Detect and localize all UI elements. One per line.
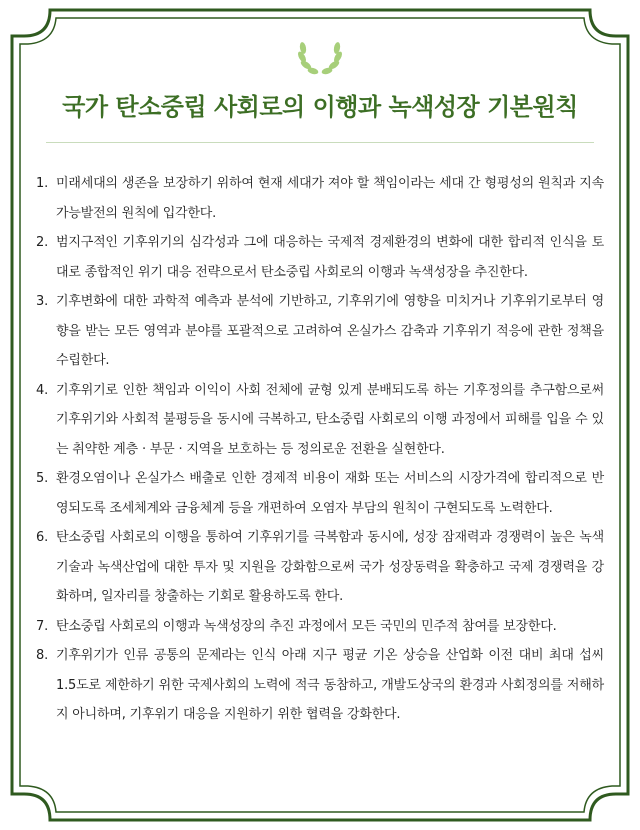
item-number: 1.	[36, 176, 49, 191]
item-text: 기후위기로 인한 책임과 이익이 사회 전체에 균형 있게 분배되도록 하는 기후정의를 추구함으로써 기후위기와 사회적 불평등을 동시에 극복하고, 탄소중립 사회로의 이행 과정에서 피해를 입을 수 있는 취약한 계층 · 부문 · 지역을 보호하는 등 정의로운 전환을 실현한다.	[56, 382, 604, 457]
item-number: 5.	[36, 471, 49, 486]
list-item	[36, 376, 604, 465]
list-item	[36, 641, 604, 730]
item-text: 미래세대의 생존을 보장하기 위하여 현재 세대가 져야 할 책임이라는 세대 간 형평성의 원칙과 지속가능발전의 원칙에 입각한다.	[56, 176, 604, 221]
principles-list	[36, 169, 604, 730]
document-content	[36, 40, 604, 730]
item-text: 탄소중립 사회로의 이행을 통하여 기후위기를 극복함과 동시에, 성장 잠재력과 경쟁력이 높은 녹색기술과 녹색산업에 대한 투자 및 지원을 강화함으로써 국가 성장동력을 확충하고 국제 경쟁력을 강화하며, 일자리를 창출하는 기회로 활용하도록 한다.	[56, 530, 604, 604]
list-item	[36, 228, 604, 287]
item-number: 6.	[36, 530, 49, 545]
page-title: 국가 탄소중립 사회로의 이행과 녹색성장 기본원칙	[62, 93, 578, 121]
item-number: 3.	[36, 294, 49, 309]
item-text: 기후위기가 인류 공통의 문제라는 인식 아래 지구 평균 기온 상승을 산업화 이전 대비 최대 섭씨 1.5도로 제한하기 위한 국제사회의 노력에 적극 동참하고, 개발도상국의 환경과 사회정의를 저해하지 아니하며, 기후위기 대응을 지원하기 위한 협력을 강화한다.	[56, 648, 604, 722]
item-number: 8.	[36, 648, 49, 663]
title-divider	[46, 142, 594, 143]
item-number: 4.	[36, 382, 49, 398]
item-number: 7.	[36, 618, 49, 634]
list-item	[36, 464, 604, 523]
item-text: 기후변화에 대한 과학적 예측과 분석에 기반하고, 기후위기에 영향을 미치거나 기후위기로부터 영향을 받는 모든 영역과 분야를 포괄적으로 고려하여 온실가스 감축과 기후위기 적응에 관한 정책을 수립한다.	[56, 294, 604, 368]
laurel-wreath-icon	[293, 40, 347, 76]
list-item	[36, 612, 604, 642]
item-text: 범지구적인 기후위기의 심각성과 그에 대응하는 국제적 경제환경의 변화에 대한 합리적 인식을 토대로 종합적인 위기 대응 전략으로서 탄소중립 사회로의 이행과 녹색성장을 추진한다.	[56, 235, 604, 280]
list-item	[36, 169, 604, 228]
list-item	[36, 287, 604, 376]
item-text: 환경오염이나 온실가스 배출로 인한 경제적 비용이 재화 또는 서비스의 시장가격에 합리적으로 반영되도록 조세체계와 금융체계 등을 개편하여 오염자 부담의 원칙이 구현되도록 노력한다.	[56, 471, 604, 516]
item-text: 탄소중립 사회로의 이행과 녹색성장의 추진 과정에서 모든 국민의 민주적 참여를 보장한다.	[56, 618, 557, 634]
list-item	[36, 523, 604, 612]
item-number: 2.	[36, 235, 49, 250]
